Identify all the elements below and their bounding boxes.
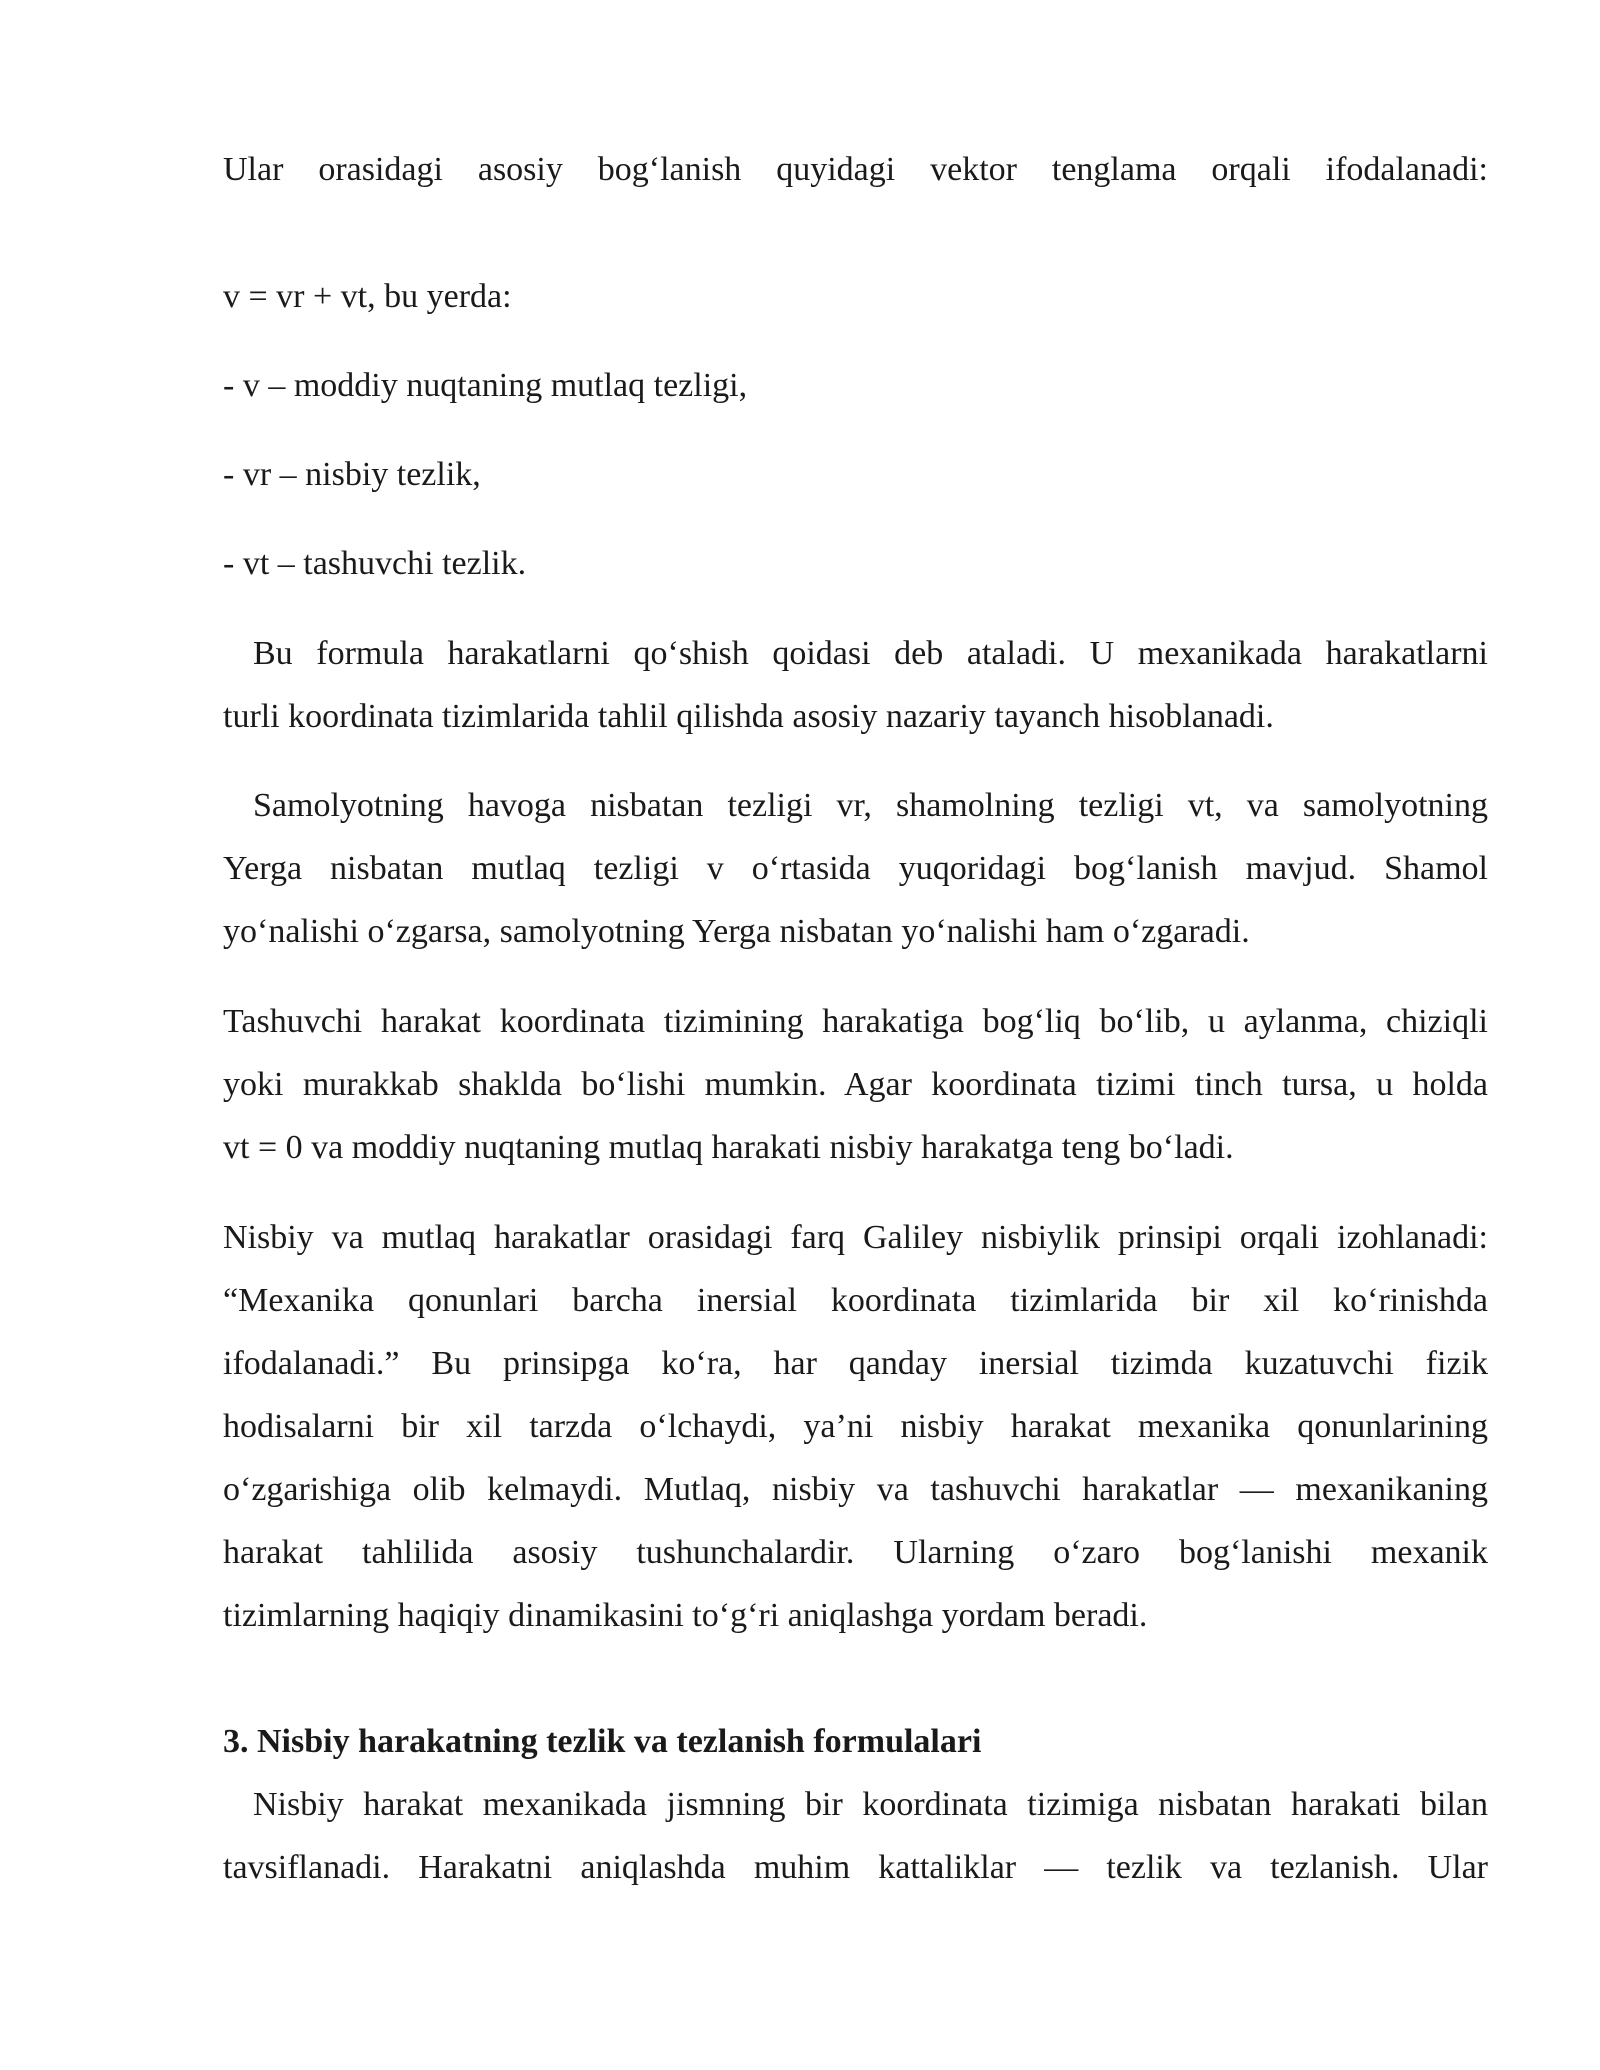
- paragraph-line: Yerga nisbatan mutlaq tezligi v o‘rtasida yuqoridagi bog‘lanish mavjud. Shamol: [223, 850, 1488, 887]
- paragraph-line: Samolyotning havoga nisbatan tezligi vr, shamolning tezligi vt, va samolyotning: [253, 787, 1488, 824]
- paragraph-line: tavsiflanadi. Harakatni aniqlashda muhim kattaliklar — tezlik va tezlanish. Ular: [223, 1849, 1488, 1886]
- definition-item: - v – moddiy nuqtaning mutlaq tezligi,: [223, 367, 748, 404]
- paragraph-line: Nisbiy harakat mexanikada jismning bir koordinata tizimiga nisbatan harakati bilan: [253, 1786, 1488, 1823]
- paragraph-line: Nisbiy va mutlaq harakatlar orasidagi farq Galiley nisbiylik prinsipi orqali izohlanadi:: [223, 1219, 1488, 1256]
- paragraph-line: hodisalarni bir xil tarzda o‘lchaydi, ya’ni nisbiy harakat mexanika qonunlarining: [223, 1408, 1488, 1445]
- formula-line: v = vr + vt, bu yerda:: [223, 278, 512, 315]
- paragraph-line: yo‘nalishi o‘zgarsa, samolyotning Yerga nisbatan yo‘nalishi ham o‘zgaradi.: [223, 913, 1250, 950]
- paragraph-line: harakat tahlilida asosiy tushunchalardir. Ularning o‘zaro bog‘lanishi mexanik: [223, 1534, 1488, 1571]
- paragraph-line: Bu formula harakatlarni qo‘shish qoidasi deb ataladi. U mexanikada harakatlarni: [253, 635, 1488, 672]
- paragraph-line: ifodalanadi.” Bu prinsipga ko‘ra, har qanday inersial tizimda kuzatuvchi fizik: [223, 1345, 1488, 1382]
- paragraph-line: “Mexanika qonunlari barcha inersial koordinata tizimlarida bir xil ko‘rinishda: [223, 1282, 1488, 1319]
- paragraph-line: tizimlarning haqiqiy dinamikasini to‘g‘ri aniqlashga yordam beradi.: [223, 1597, 1148, 1634]
- paragraph-line: o‘zgarishiga olib kelmaydi. Mutlaq, nisbiy va tashuvchi harakatlar — mexanikaning: [223, 1471, 1488, 1508]
- paragraph-line: turli koordinata tizimlarida tahlil qilishda asosiy nazariy tayanch hisoblanadi.: [223, 698, 1274, 735]
- paragraph-line: vt = 0 va moddiy nuqtaning mutlaq harakati nisbiy harakatga teng bo‘ladi.: [223, 1129, 1234, 1166]
- definition-item: - vr – nisbiy tezlik,: [223, 456, 481, 493]
- paragraph-line: yoki murakkab shaklda bo‘lishi mumkin. Agar koordinata tizimi tinch tursa, u holda: [223, 1066, 1488, 1103]
- paragraph-line: Tashuvchi harakat koordinata tizimining harakatiga bog‘liq bo‘lib, u aylanma, chiziqli: [223, 1003, 1488, 1040]
- intro-line: Ular orasidagi asosiy bog‘lanish quyidagi vektor tenglama orqali ifodalanadi:: [223, 151, 1488, 188]
- section-heading: 3. Nisbiy harakatning tezlik va tezlanish formulalari: [223, 1723, 982, 1760]
- definition-item: - vt – tashuvchi tezlik.: [223, 545, 527, 582]
